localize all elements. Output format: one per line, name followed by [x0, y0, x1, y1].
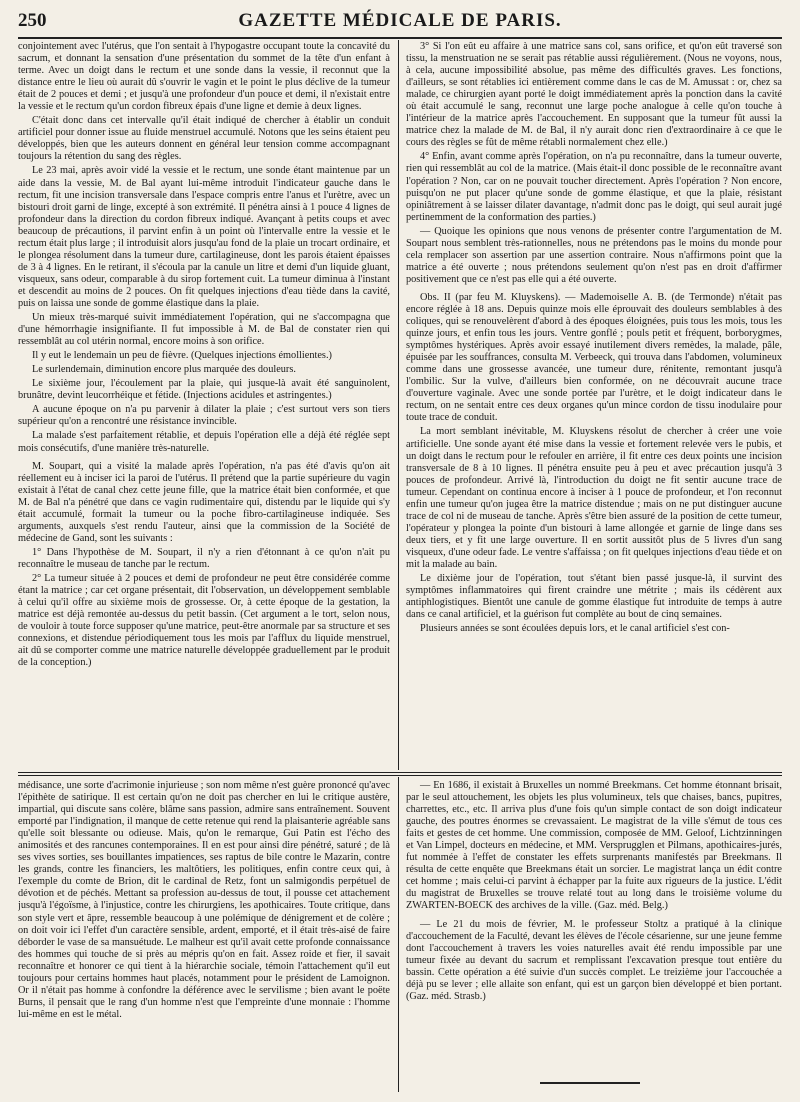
- paragraph: Le dixième jour de l'opération, tout s'étant bien passé jusque-là, il survint des symptômes inflammatoires qui firent craindre une métrite ; mais ils cédèrent aux antiphlogistiques. Bientôt une canule de gomme élastique fut introduite de temps à autre dans ce canal artificiel, et la guérison fut complète au bout de cinq semaines.: [406, 573, 782, 621]
- paragraph: C'était donc dans cet intervalle qu'il était indiqué de chercher à établir un conduit artificiel pour donner issue au fluide menstruel accumulé. Notons que les seins étaient peu développés, bien que les auteurs donnent en général leur tension comme accompagnant toujours la rétention du sang des règles.: [18, 115, 390, 163]
- paragraph: — Le 21 du mois de février, M. le professeur Stoltz a pratiqué à la clinique d'accouchement de la Faculté, devant les élèves de l'école césarienne, sur une jeune femme dont l'accouchement à travers les voies naturelles avait été rendu impossible par une tumeur fixée au devant du sacrum et remplissant l'excavation presque tout entière du bassin. Cette opération a été suivie d'un succès complet. Le treizième jour l'accouchée a déjà pu se lever ; elle allaite son enfant, qui est un garçon bien développé et bien portant. (Gaz. méd. Strasb.): [406, 918, 782, 1002]
- paragraph: Le 23 mai, après avoir vidé la vessie et le rectum, une sonde étant maintenue par un aide dans la vessie, M. de Bal ayant lui-même introduit l'indicateur gauche dans le rectum, fit une incision transversale dans l'espace compris entre l'anus et l'urètre, avec un bistouri droit garni de linge, excepté à son extrémité. Il pénétra ainsi à 1 pouce 4 lignes de profondeur dans la direction du cordon fibreux indiqué. Avançant à petits coups et avec beaucoup de précautions, il parvint enfin à un point où l'intervalle entre la vessie et le rectum était plus large ; il introduisit alors jusqu'au fond de la plaie un trocart ordinaire, et le plongea résolument dans la tumeur dure, cartilagineuse, dont les parois étaient épaisses de 3 à 4 lignes. En le retirant, il s'écoula par la canule un litre et demi d'un liquide gluant, visqueux, sans odeur, comparable à du sirop fortement cuit. La tumeur diminua à l'instant et descendit au moins de 2 pouces. On fit quelques injections d'eau tiède dans la cavité, puis on laissa une sonde de gomme élastique dans la plaie.: [18, 165, 390, 309]
- bottom-right-column: [406, 780, 782, 1088]
- page-header: [18, 10, 782, 36]
- paragraph: conjointement avec l'utérus, que l'on sentait à l'hypogastre occupant toute la concavité du sacrum, et donnant la sensation d'une présentation du sommet de la tête d'un enfant à terme. Avec un doigt dans le rectum et une sonde dans la vessie, il reconnut que la distance entre le lieu où aurait dû s'ouvrir le vagin et le point le plus déclive de la tumeur était de 2 pouces et demi ; et jusqu'à une profondeur d'un pouce et demi, il n'existait entre la vessie et le rectum qu'un cordon fibreux épais d'une ligne et demie à deux lignes.: [18, 41, 390, 113]
- paragraph: Plusieurs années se sont écoulées depuis lors, et le canal artificiel s'est con-: [420, 623, 730, 635]
- paragraph: M. Soupart, qui a visité la malade après l'opération, n'a pas été d'avis qu'on ait réellement eu à inciser ici la paroi de l'utérus. Il prétend que la partie supérieure du vagin existait à l'état de canal chez cette jeune fille, que la matrice était bien conformée, et que M. de Bal n'a pénétré que dans ce vagin rudimentaire qui, distendu par le liquide qui s'y était accumulé, formait la tumeur ou la poche fibro-cartilagineuse indiquée. Ses arguments, auxquels s'est rendu l'auteur, ainsi que la commission de la Société de médecine de Gand, sont les suivants :: [18, 460, 390, 544]
- journal-title: GAZETTE MÉDICALE DE PARIS.: [238, 10, 562, 31]
- top-right-column: [406, 41, 782, 768]
- paragraph: 4° Enfin, avant comme après l'opération, on n'a pu reconnaître, dans la tumeur ouverte, rien qui ressemblât au col de la matrice. (Mais était-il donc possible de le reconnaître avant l'opération ? Non, car on ne pouvait toucher directement. Après l'opération ? Non encore, puisqu'on ne put placer qu'une sonde de gomme élastique, et que la plaie, résistant opiniâtrement à se laisser dilater davantage, n'admit donc pas le doigt, qui seul aurait jugé pertinemment de la conformation des parties.): [406, 151, 782, 223]
- column-divider-bottom: [398, 777, 399, 1092]
- section-rule-double: [18, 775, 782, 776]
- header-rule: [18, 37, 782, 39]
- paragraph: — En 1686, il existait à Bruxelles un nommé Breekmans. Cet homme étonnant brisait, par le seul attouchement, les objets les plus volumineux, tels que chaises, bancs, pupitres, charrettes, etc., etc. Il arriva plus d'une fois qu'un simple contact de son doigt indicateur gauche, des poutres énormes se crevassaient. Le magistrat de la ville s'émut de tous ces faits et gestes de cet homme. Une commission, composée de MM. Geloof, Lichtzinningen et Van Limpel, docteurs en médecine, et MM. Versprugglen et Pilmans, apothicaires-jurés, fut nommée à l'effet de constater les effets surprenants manifestés par Breekmans. Il résulta de cette enquête que Breekmans était un sorcier. Le magistrat lança un édit contre cet homme ; mais celui-ci parvint à échapper par la fuite aux rigueurs de la justice. L'édit du magistrat de Bruxelles se trouve relaté tout au long dans le troisième volume du ZWARTEN-BOECK des archives de la ville. (Gaz. méd. Belg.): [406, 780, 782, 912]
- paragraph: La malade s'est parfaitement rétablie, et depuis l'opération elle a déjà été réglée sept mois consécutifs, d'une manière très-naturelle.: [18, 430, 390, 454]
- paragraph: Il y eut le lendemain un peu de fièvre. (Quelques injections émollientes.): [32, 350, 332, 362]
- article-end-rule: [540, 1082, 640, 1084]
- paragraph: A aucune époque on n'a pu parvenir à dilater la plaie ; c'est surtout vers son tiers supérieur qu'on a rencontré une résistance invincible.: [18, 404, 390, 428]
- paragraph: Le surlendemain, diminution encore plus marquée des douleurs.: [32, 364, 296, 376]
- top-left-column: [18, 41, 390, 768]
- paragraph: La mort semblant inévitable, M. Kluyskens résolut de chercher à créer une voie artificielle. Une sonde ayant été mise dans la vessie et fortement relevée vers le pubis, et un doigt dans le rectum pour le refouler en arrière, il fit entre ces deux points une incision transversale de 8 à 10 lignes. Il pénétra ensuite peu à peu et avec précaution jusqu'à 3 pouces de profondeur. Arrivé là, l'introduction du doigt ne fit sentir aucune trace de tumeur. Cependant on continua encore à inciser à 1 pouce de profondeur, et l'on reconnut enfin une tumeur qu'on jugea être la matrice distendue ; mais on ne put distinguer aucune trace de col ni de museau de tanche. Après s'être bien assuré de la position de cette tumeur, l'opérateur y plongea la pointe d'un bistouri à lame allongée et garnie de linge dans ses deux tiers, et y fit une large ouverture. Il en sortit aussitôt plus de 5 livres d'un sang visqueux, d'une odeur fade. Le ventre s'affaissa ; on fit quelques injections d'eau tiède et on mit la malade au bain.: [406, 426, 782, 570]
- paragraph: 1° Dans l'hypothèse de M. Soupart, il n'y a rien d'étonnant à ce qu'on n'ait pu reconnaître le museau de tanche par le rectum.: [18, 546, 390, 570]
- page-number: 250: [18, 10, 47, 31]
- paragraph: Le sixième jour, l'écoulement par la plaie, qui jusque-là avait été sanguinolent, brunâtre, devint leucorrhéique et fétide. (Injections acidules et astringentes.): [18, 378, 390, 402]
- column-divider-top: [398, 40, 399, 770]
- bottom-left-column: [18, 780, 390, 1088]
- paragraph: Un mieux très-marqué suivit immédiatement l'opération, qui ne s'accompagna que d'une hémorrhagie insignifiante. Il fut impossible à M. de Bal de constater rien qui ressemblât au col utérin normal, encore moins à son orifice.: [18, 312, 390, 348]
- paragraph: médisance, une sorte d'acrimonie injurieuse ; son nom même n'est guère prononcé qu'avec l'épithète de satirique. Il est certain qu'on ne doit pas chercher en lui le critique austère, impartial, qui discute sans colère, blâme sans passion, admire sans entraînement. Souvent emporté par l'indignation, il manque de cette retenue qui rend la plaisanterie agréable sans qu'elle soit blessante ou odieuse. Mais, qu'on le remarque, Gui Patin est l'écho des animosités et des rancunes contemporaines. Il en est pour ainsi dire pénétré, saturé ; de là ses vives sorties, ses bouillantes impatiences, ses raptus de bile contre le Mazarin, contre les grands, contre les financiers, les maltôtiers, les politiques, enfin contre ceux qui, à l'exemple du comte de Brion, dit le cardinal de Retz, font un salmigondis perpétuel de dévotion et de péchés. Mettant sa profession au-dessus de tout, il pousse cet attachement jusqu'à l'égoïsme, à l'injustice, contre les chirurgiens, les apothicaires. Toute critique, dans son style vert et âpre, ressemble beaucoup à une polémique de dénigrement et de colère ; on doit voir ici l'effet d'un caractère sensible, ardent, emporté, et il était très-aisé de faire déborder le vase de sa mansuétude. Le malheur est qu'il avait cette profonde connaissance des hommes qui touche de si près au mépris qu'on en fait. Assez roide et fier, il savait reconnaître et honorer ce qui tient à la hiérarchie sociale, témoin l'attachement qu'il eut toujours pour certains hommes haut placés, notamment pour le président de Lamoignon. Or il n'était pas homme à confondre la déférence avec le servilisme ; bien avant le poëte Burns, il pensait que le rang d'un homme n'est que l'empreinte d'une monnaie : l'homme lui-même en est le métal.: [18, 780, 390, 1020]
- paragraph: — Quoique les opinions que nous venons de présenter contre l'argumentation de M. Soupart nous semblent très-rationnelles, nous ne prétendons pas le moins du monde pour cela remplacer son assertion par une assertion contraire. Nous n'affirmons point que la matrice a été ouverte ; nous prétendons seulement qu'on n'est pas en droit d'affirmer positivement que ce n'est pas elle qui a été ouverte.: [406, 225, 782, 285]
- paragraph: Obs. II (par feu M. Kluyskens). — Mademoiselle A. B. (de Termonde) n'était pas encore réglée à 18 ans. Depuis quinze mois elle éprouvait des douleurs semblables à des coliques, qui se renouvelèrent d'abord à des époques éloignées, puis tous les mois, tous les quinze jours, et enfin tous les jours. Ventre gonflé ; pouls petit et fréquent, borborygmes, symptômes hystériques. Après avoir essayé inutilement divers remèdes, la malade, pâle, épuisée par les souffrances, consulta M. Verbeeck, qui trouva dans l'abdomen, volumineux comme dans une grossesse avancée, une tumeur dure, rénitente, remontant jusqu'à l'ombilic. Sur la vulve, d'ailleurs bien conformée, on ne découvrait aucune trace d'ouverture vaginale. Avec une sonde portée par l'urètre, et le doigt indicateur dans le rectum, on ne sentait entre ces deux organes qu'un mince cordon de tissu inodulaire pour toute trace de conduit.: [406, 291, 782, 424]
- section-rule: [18, 772, 782, 773]
- paragraph: 2° La tumeur située à 2 pouces et demi de profondeur ne peut être considérée comme étant la matrice ; car cet organe présentait, dit l'observation, un développement semblable à celui qu'il offre au sixième mois de grossesse. Or, à cette époque de la gestation, la matrice est déjà remontée au-dessus du petit bassin. (Cet argument a le tort, selon nous, de vouloir à toute force supposer qu'une matrice, peut-être anormale par sa structure et ses connexions, et distendue périodiquement tous les mois par l'afflux du liquide menstruel, ait dû se comporter comme une matrice naturelle développée graduellement par le produit de la conception.): [18, 572, 390, 669]
- paragraph: 3° Si l'on eût eu affaire à une matrice sans col, sans orifice, et qu'on eût traversé son tissu, la menstruation ne se serait pas rétablie aussi régulièrement. (Nous ne voyons, nous, à cela, aucune impossibilité absolue, pas même des difficultés graves. Les fonctions, d'ailleurs, se sont rétablies ici entièrement comme dans le cas de M. Amussat : or, chez sa malade, ce chirurgien ayant porté le doigt immédiatement après la ponction dans la cavité où était accumulé le sang, reconnut une large poche analogue à celle qu'on touche à l'intérieur de la matrice après l'accouchement. En supposant que la tumeur fût aussi la matrice chez la malade de M. de Bal, il n'y aurait donc rien d'extraordinaire à ce que le cours des règles se fût de même rétabli normalement chez elle.): [406, 41, 782, 149]
